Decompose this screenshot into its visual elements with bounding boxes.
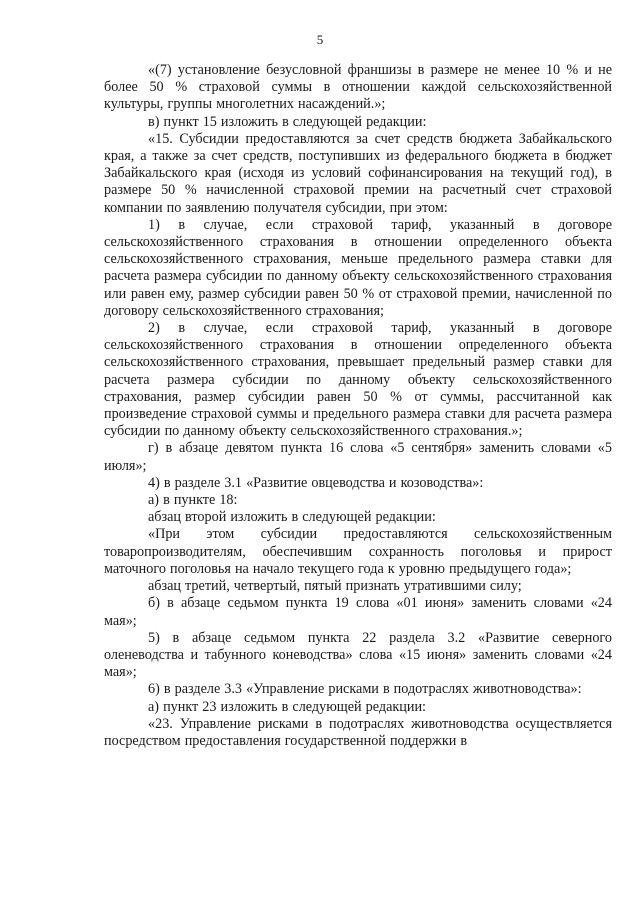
paragraph-item-g: г) в абзаце девятом пункта 16 слова «5 сентября» заменить словами «5 июля»; bbox=[104, 440, 612, 474]
paragraph-clause-15: «15. Субсидии предоставляются за счет средств бюджета Забайкальского края, а также за счет средств, поступивших из федерального бюджета в бюджет Забайкальского края (исходя из условий софинансирования на текущий год), в размере 50 % начисленной страховой премии на расчетный счет страховой компании по заявлению получателя субсидии, при этом: bbox=[104, 130, 612, 216]
page-number: 5 bbox=[316, 32, 324, 47]
paragraph-subsidy-text: «При этом субсидии предоставляются сельскохозяйственным товаропроизводителям, обеспечившим сохранность поголовья и прирост маточного поголовья на начало текущего года к уровню предыдущего года»; bbox=[104, 526, 612, 577]
document-body bbox=[104, 62, 612, 750]
paragraph-franchise-clause: «(7) установление безусловной франшизы в размере не менее 10 % и не более 50 % страховой суммы в отношении каждой сельскохозяйственной культуры, группы многолетних насаждений.»; bbox=[104, 62, 612, 113]
paragraph-item-v: в) пункт 15 изложить в следующей редакции: bbox=[148, 113, 427, 130]
paragraph-clause-23: «23. Управление рисками в подотраслях животноводства осуществляется посредством предоставления государственной поддержки в bbox=[104, 715, 612, 749]
paragraph-item-5: 5) в абзаце седьмом пункта 22 раздела 3.2 «Развитие северного оленеводства и табунного коневодства» слова «15 июня» заменить словами «24 мая»; bbox=[104, 629, 612, 681]
paragraph-item-4a: а) в пункте 18: bbox=[148, 492, 238, 509]
paragraph-item-6: 6) в разделе 3.3 «Управление рисками в подотраслях животноводства»: bbox=[148, 681, 582, 698]
paragraph-item-4: 4) в разделе 3.1 «Развитие овцеводства и козоводства»: bbox=[148, 474, 484, 491]
paragraph-abzac-second: абзац второй изложить в следующей редакции: bbox=[148, 509, 436, 526]
paragraph-item-4b: б) в абзаце седьмом пункта 19 слова «01 июня» заменить словами «24 мая»; bbox=[104, 595, 612, 629]
paragraph-abzac-invalid: абзац третий, четвертый, пятый признать утратившими силу; bbox=[148, 578, 522, 595]
paragraph-subclause-2: 2) в случае, если страховой тариф, указанный в договоре сельскохозяйственного страхования в отношении определенного объекта сельскохозяйственного страхования, превышает предельный размер ставки для расчета размера субсидии по данному объекту сельскохозяйственного страхования, размер субсидии равен 50 % от суммы, рассчитанной как произведение страховой суммы и предельного размера ставки для расчета размера субсидии по данному объекту сельскохозяйственного страхования.»; bbox=[104, 320, 612, 440]
paragraph-subclause-1: 1) в случае, если страховой тариф, указанный в договоре сельскохозяйственного страхования в отношении определенного объекта сельскохозяйственного страхования, меньше предельного размера ставки для расчета размера субсидии по данному объекту сельскохозяйственного страхования или равен ему, размер субсидии равен 50 % от страховой премии, начисленной по договору сельскохозяйственного страхования; bbox=[104, 216, 612, 319]
paragraph-item-6a: а) пункт 23 изложить в следующей редакции: bbox=[148, 698, 426, 715]
